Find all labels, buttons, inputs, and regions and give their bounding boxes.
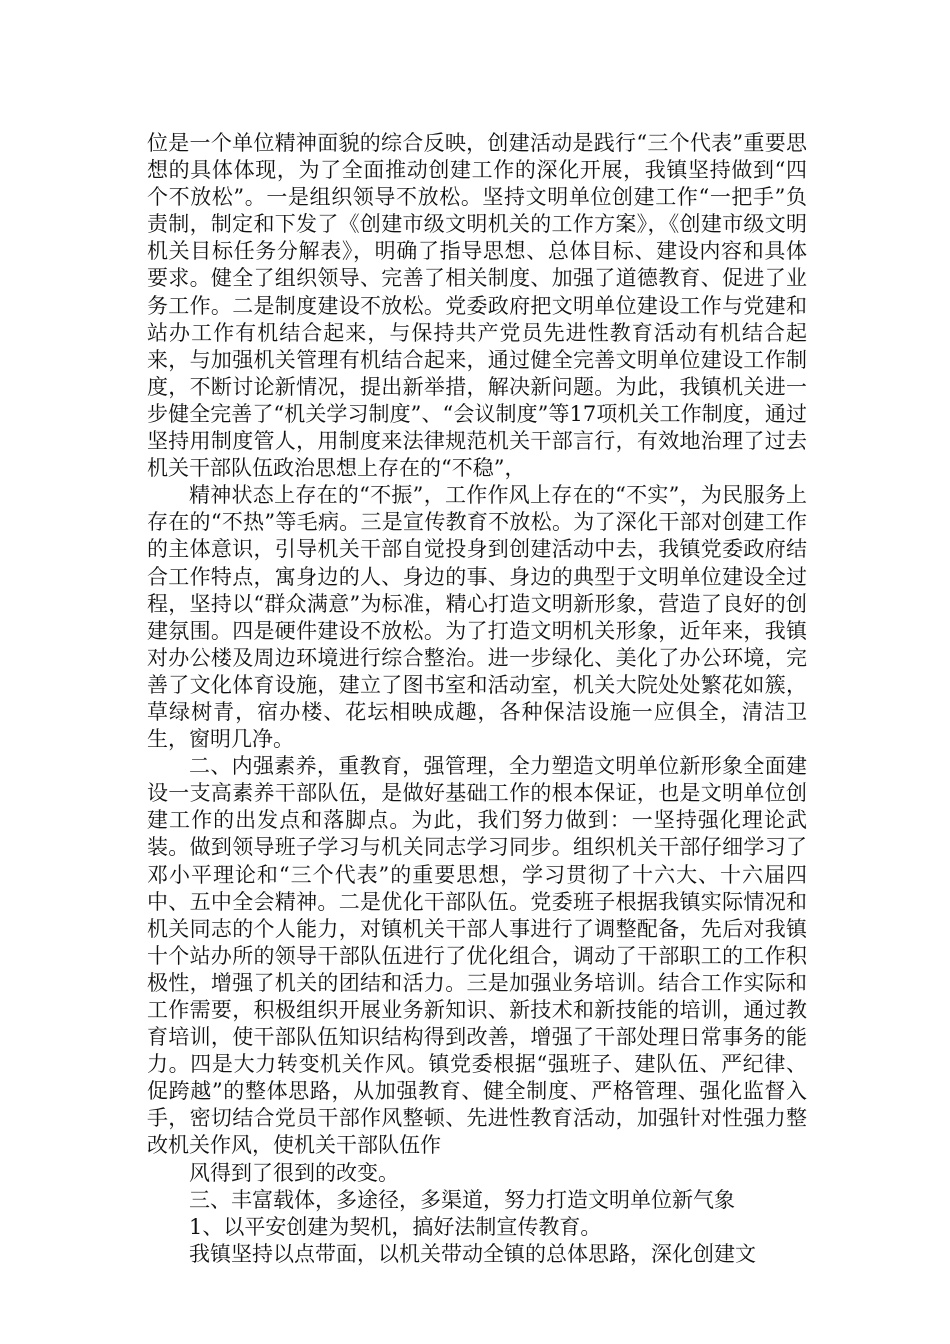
paragraph-2: 精神状态上存在的“不振”，工作作风上存在的“不实”，为民服务上存在的“不热”等毛病。三是宣传教育不放松。为了深化干部对创建工作的主体意识，引导机关干部自觉投身到创建活动中去，我镇党委政府结合工作特点，寓身边的人、身边的事、身边的典型于文明单位建设全过程，坚持以“群众满意”为标准，精心打造文明新形象，营造了良好的创建氛围。四是硬件建设不放松。为了打造文明机关形象，近年来，我镇对办公楼及周边环境进行综合整治。进一步绿化、美化了办公环境，完善了文化体育设施，建立了图书室和活动室，机关大院处处繁花如簇，草绿树青，宿办楼、花坛相映成趣，各种保洁设施一应俱全，清洁卫生，窗明几净。 (147, 483, 807, 752)
subsection-heading-1: 1、以平安创建为契机，搞好法制宣传教育。 (189, 1214, 602, 1239)
section-heading-3: 三、丰富载体，多途径，多渠道，努力打造文明单位新气象 (189, 1187, 735, 1212)
paragraph-7: 我镇坚持以点带面，以机关带动全镇的总体思路，深化创建文 (189, 1241, 756, 1266)
paragraph-3: 二、内强素养，重教育，强管理，全力塑造文明单位新形象全面建设一支高素养干部队伍，是做好基础工作的根本保证，也是文明单位创建工作的出发点和落脚点。为此，我们努力做到：一坚持强化理论武装。做到领导班子学习与机关同志学习同步。组织机关干部仔细学习了邓小平理论和“三个代表”的重要思想，学习贯彻了十六大、十六届四中、五中全会精神。二是优化干部队伍。党委班子根据我镇实际情况和机关同志的个人能力，对镇机关干部人事进行了调整配备，先后对我镇十个站办所的领导干部队伍进行了优化组合，调动了干部职工的工作积极性，增强了机关的团结和活力。三是加强业务培训。结合工作实际和工作需要，积极组织开展业务新知识、新技术和新技能的培训，通过教育培训，使干部队伍知识结构得到改善，增强了干部处理日常事务的能力。四是大力转变机关作风。镇党委根据“强班子、建队伍、严纪律、促跨越”的整体思路，从加强教育、健全制度、严格管理、强化监督入手，密切结合党员干部作风整顿、先进性教育活动，加强针对性强力整改机关作风，使机关干部队伍作 (147, 754, 807, 1158)
paragraph-1: 位是一个单位精神面貌的综合反映，创建活动是践行“三个代表”重要思想的具体体现，为了全面推动创建工作的深化开展，我镇坚持做到“四个不放松”。一是组织领导不放松。坚持文明单位创建工作“一把手”负责制，制定和下发了《创建市级文明机关的工作方案》，《创建市级文明机关目标任务分解表》，明确了指导思想、总体目标、建设内容和具体要求。健全了组织领导、完善了相关制度、加强了道德教育、促进了业务工作。二是制度建设不放松。党委政府把文明单位建设工作与党建和站办工作有机结合起来，与保持共产党员先进性教育活动有机结合起来，与加强机关管理有机结合起来，通过健全完善文明单位建设工作制度，不断讨论新情况，提出新举措，解决新问题。为此，我镇机关进一步健全完善了“机关学习制度”、“会议制度”等17项机关工作制度，通过坚持用制度管人，用制度来法律规范机关干部言行，有效地治理了过去机关干部队伍政治思想上存在的“不稳”， (147, 131, 807, 481)
paragraph-4: 风得到了很到的改变。 (189, 1160, 399, 1185)
document-body (147, 130, 807, 1268)
